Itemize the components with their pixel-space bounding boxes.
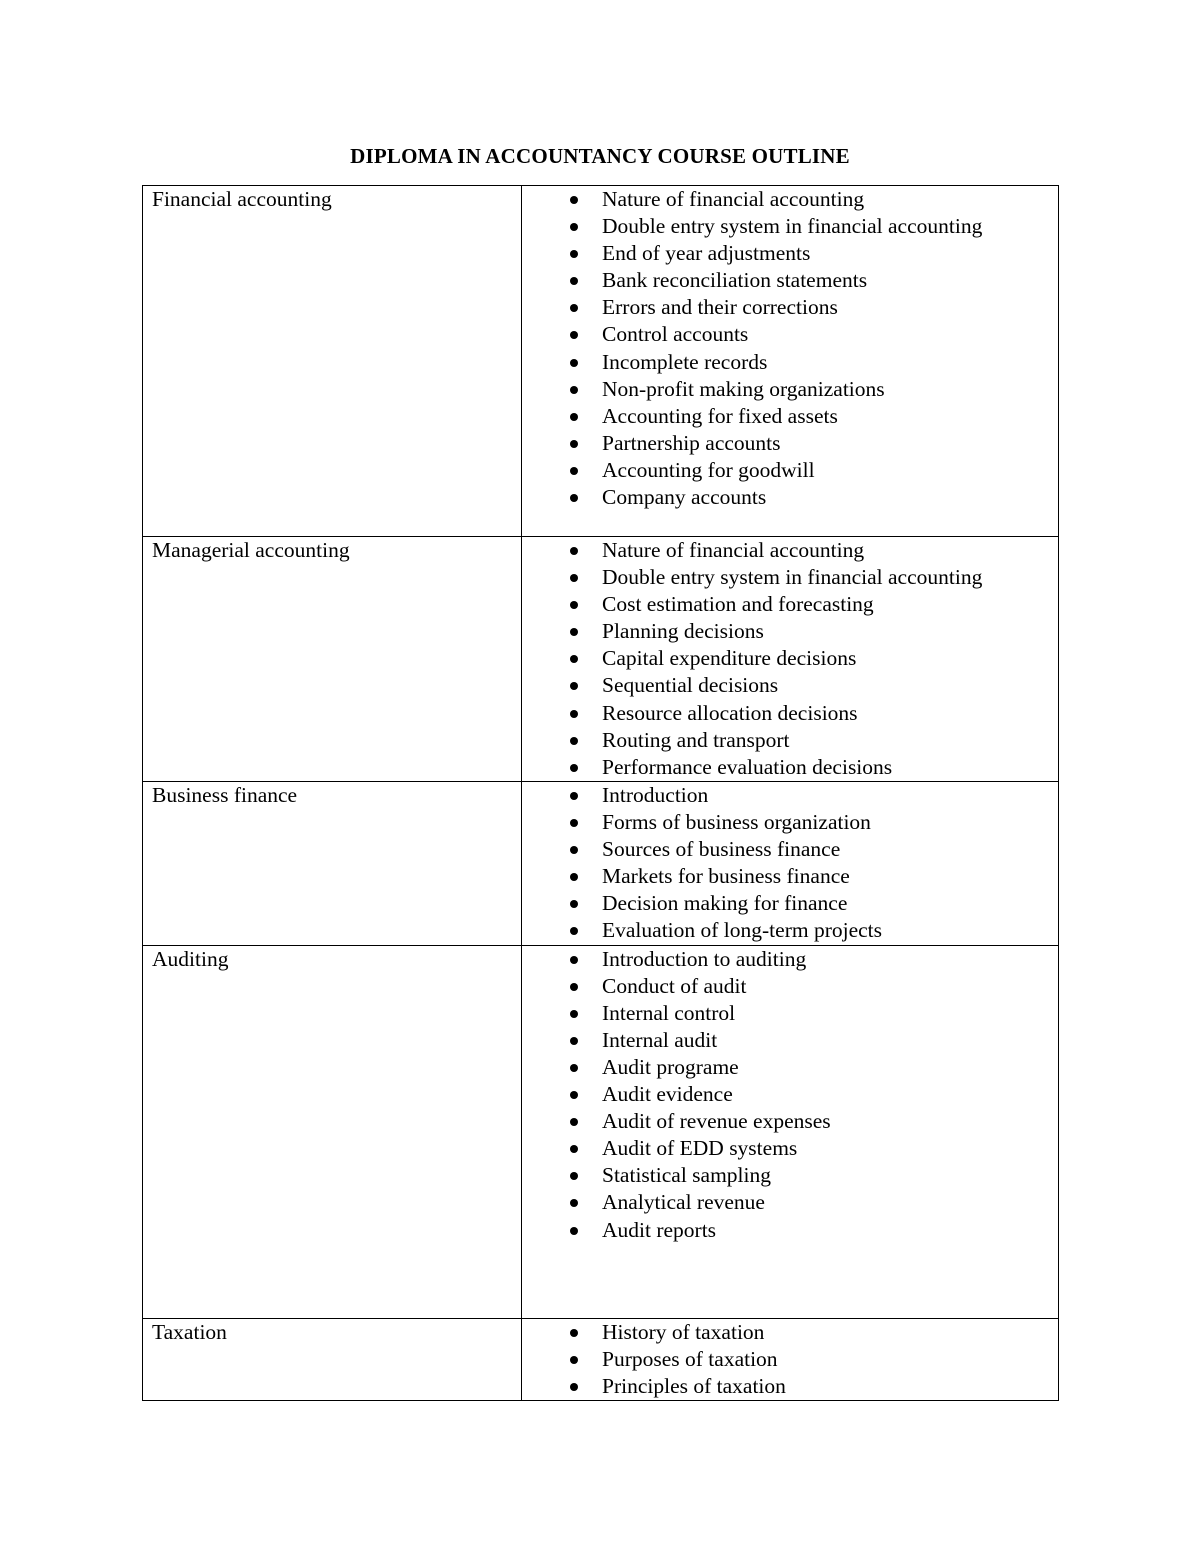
topic-text: End of year adjustments [602, 241, 811, 266]
bullet-icon [570, 1145, 578, 1153]
bullet-icon [570, 628, 578, 636]
topic-text: Introduction to auditing [602, 946, 807, 971]
topic-item [522, 727, 1058, 754]
bullet-icon [570, 846, 578, 854]
course-row [143, 782, 1059, 946]
bullet-icon [570, 196, 578, 204]
course-row [143, 1318, 1059, 1400]
topic-text: Forms of business organization [602, 810, 871, 835]
topic-item [522, 1319, 1058, 1346]
course-row [143, 186, 1059, 537]
topic-text: Markets for business finance [602, 864, 850, 889]
topic-text: Audit of EDD systems [602, 1136, 798, 1161]
topic-text: Errors and their corrections [602, 295, 838, 320]
topic-text: Partnership accounts [602, 430, 781, 455]
topic-item [522, 1189, 1058, 1216]
bullet-icon [570, 819, 578, 827]
bullet-icon [570, 223, 578, 231]
topic-item [522, 430, 1058, 457]
bullet-icon [570, 601, 578, 609]
topic-text: Cost estimation and forecasting [602, 592, 874, 617]
bullet-icon [570, 1091, 578, 1099]
bullet-icon [570, 467, 578, 475]
topic-list [522, 186, 1058, 511]
topic-item [522, 186, 1058, 213]
subject-cell: Auditing [143, 945, 522, 1318]
course-outline-body [143, 186, 1059, 1401]
topic-item [522, 1162, 1058, 1189]
topic-item [522, 213, 1058, 240]
topic-item [522, 1000, 1058, 1027]
bullet-icon [570, 1010, 578, 1018]
bullet-icon [570, 331, 578, 339]
topic-item [522, 754, 1058, 781]
bullet-icon [570, 900, 578, 908]
topic-text: Capital expenditure decisions [602, 646, 857, 671]
topic-text: Audit of revenue expenses [602, 1109, 831, 1134]
bullet-icon [570, 927, 578, 935]
bullet-icon [570, 413, 578, 421]
bullet-icon [570, 764, 578, 772]
topic-item [522, 863, 1058, 890]
bullet-icon [570, 792, 578, 800]
topic-item [522, 457, 1058, 484]
bullet-icon [570, 1037, 578, 1045]
topic-item [522, 890, 1058, 917]
topic-item [522, 917, 1058, 944]
topic-item [522, 782, 1058, 809]
topic-list [522, 1319, 1058, 1400]
topic-text: Purposes of taxation [602, 1346, 778, 1371]
topic-text: Introduction [602, 783, 709, 807]
topic-text: Routing and transport [602, 727, 790, 752]
topic-item [522, 267, 1058, 294]
topic-text: Accounting for fixed assets [602, 403, 838, 428]
topic-item [522, 1217, 1058, 1244]
topic-item [522, 564, 1058, 591]
bullet-icon [570, 386, 578, 394]
topic-item [522, 1027, 1058, 1054]
topics-cell [522, 782, 1059, 946]
bullet-icon [570, 710, 578, 718]
topic-text: Internal control [602, 1000, 736, 1025]
bullet-icon [570, 1172, 578, 1180]
course-row [143, 945, 1059, 1318]
topic-text: Sources of business finance [602, 837, 841, 862]
topic-text: Non-profit making organizations [602, 376, 885, 401]
course-outline-table [142, 185, 1059, 1401]
topic-item [522, 1054, 1058, 1081]
bullet-icon [570, 956, 578, 964]
topic-item [522, 349, 1058, 376]
topics-cell [522, 1318, 1059, 1400]
document-title: DIPLOMA IN ACCOUNTANCY COURSE OUTLINE [350, 144, 850, 168]
bullet-icon [570, 655, 578, 663]
topic-text: Decision making for finance [602, 891, 848, 916]
topic-text: Incomplete records [602, 349, 768, 374]
topic-text: Statistical sampling [602, 1163, 771, 1188]
topic-item [522, 1373, 1058, 1400]
topic-item [522, 484, 1058, 511]
topic-text: Evaluation of long-term projects [602, 918, 883, 943]
bullet-icon [570, 277, 578, 285]
topic-text: Internal audit [602, 1027, 718, 1052]
bullet-icon [570, 574, 578, 582]
topic-text: Nature of financial accounting [602, 538, 865, 562]
subject-cell: Taxation [143, 1318, 522, 1400]
topic-item [522, 618, 1058, 645]
topic-text: Double entry system in financial accounting [602, 565, 983, 590]
topic-item [522, 973, 1058, 1000]
bullet-icon [570, 494, 578, 502]
bullet-icon [570, 737, 578, 745]
topic-text: Performance evaluation decisions [602, 754, 893, 779]
bullet-icon [570, 873, 578, 881]
topic-item [522, 240, 1058, 267]
topic-item [522, 1135, 1058, 1162]
bullet-icon [570, 1118, 578, 1126]
topic-text: Double entry system in financial accounting [602, 214, 983, 239]
topic-text: Nature of financial accounting [602, 187, 865, 211]
topic-item [522, 321, 1058, 348]
topic-text: Principles of taxation [602, 1373, 786, 1398]
topic-item [522, 672, 1058, 699]
bullet-icon [570, 359, 578, 367]
topics-cell [522, 945, 1059, 1318]
topic-item [522, 946, 1058, 973]
topic-text: Analytical revenue [602, 1190, 765, 1215]
bullet-icon [570, 1227, 578, 1235]
topic-list [522, 537, 1058, 781]
topic-list [522, 782, 1058, 945]
subject-cell: Financial accounting [143, 186, 522, 537]
topic-item [522, 700, 1058, 727]
topic-text: Planning decisions [602, 619, 764, 644]
topic-item [522, 376, 1058, 403]
topic-text: Audit evidence [602, 1082, 733, 1107]
topic-item [522, 294, 1058, 321]
topic-item [522, 1346, 1058, 1373]
bullet-icon [570, 1383, 578, 1391]
bullet-icon [570, 682, 578, 690]
topics-cell [522, 537, 1059, 782]
bullet-icon [570, 1199, 578, 1207]
subject-cell: Business finance [143, 782, 522, 946]
topic-text: Company accounts [602, 485, 767, 510]
bullet-icon [570, 440, 578, 448]
bullet-icon [570, 983, 578, 991]
bullet-icon [570, 1064, 578, 1072]
bullet-icon [570, 250, 578, 258]
topic-item [522, 537, 1058, 564]
topic-text: Accounting for goodwill [602, 457, 815, 482]
topic-text: Control accounts [602, 322, 749, 347]
bullet-icon [570, 304, 578, 312]
topics-cell [522, 186, 1059, 537]
topic-text: Bank reconciliation statements [602, 268, 868, 293]
topic-text: Audit reports [602, 1217, 717, 1242]
topic-text: Resource allocation decisions [602, 700, 858, 725]
bullet-icon [570, 1329, 578, 1337]
topic-text: History of taxation [602, 1319, 765, 1344]
bullet-icon [570, 547, 578, 555]
subject-cell: Managerial accounting [143, 537, 522, 782]
topic-item [522, 1108, 1058, 1135]
bullet-icon [570, 1356, 578, 1364]
topic-item [522, 836, 1058, 863]
topic-item [522, 809, 1058, 836]
topic-item [522, 403, 1058, 430]
topic-list [522, 946, 1058, 1244]
topic-text: Conduct of audit [602, 973, 747, 998]
topic-text: Audit programe [602, 1054, 739, 1079]
topic-text: Sequential decisions [602, 673, 779, 698]
course-row [143, 537, 1059, 782]
topic-item [522, 645, 1058, 672]
topic-item [522, 591, 1058, 618]
topic-item [522, 1081, 1058, 1108]
